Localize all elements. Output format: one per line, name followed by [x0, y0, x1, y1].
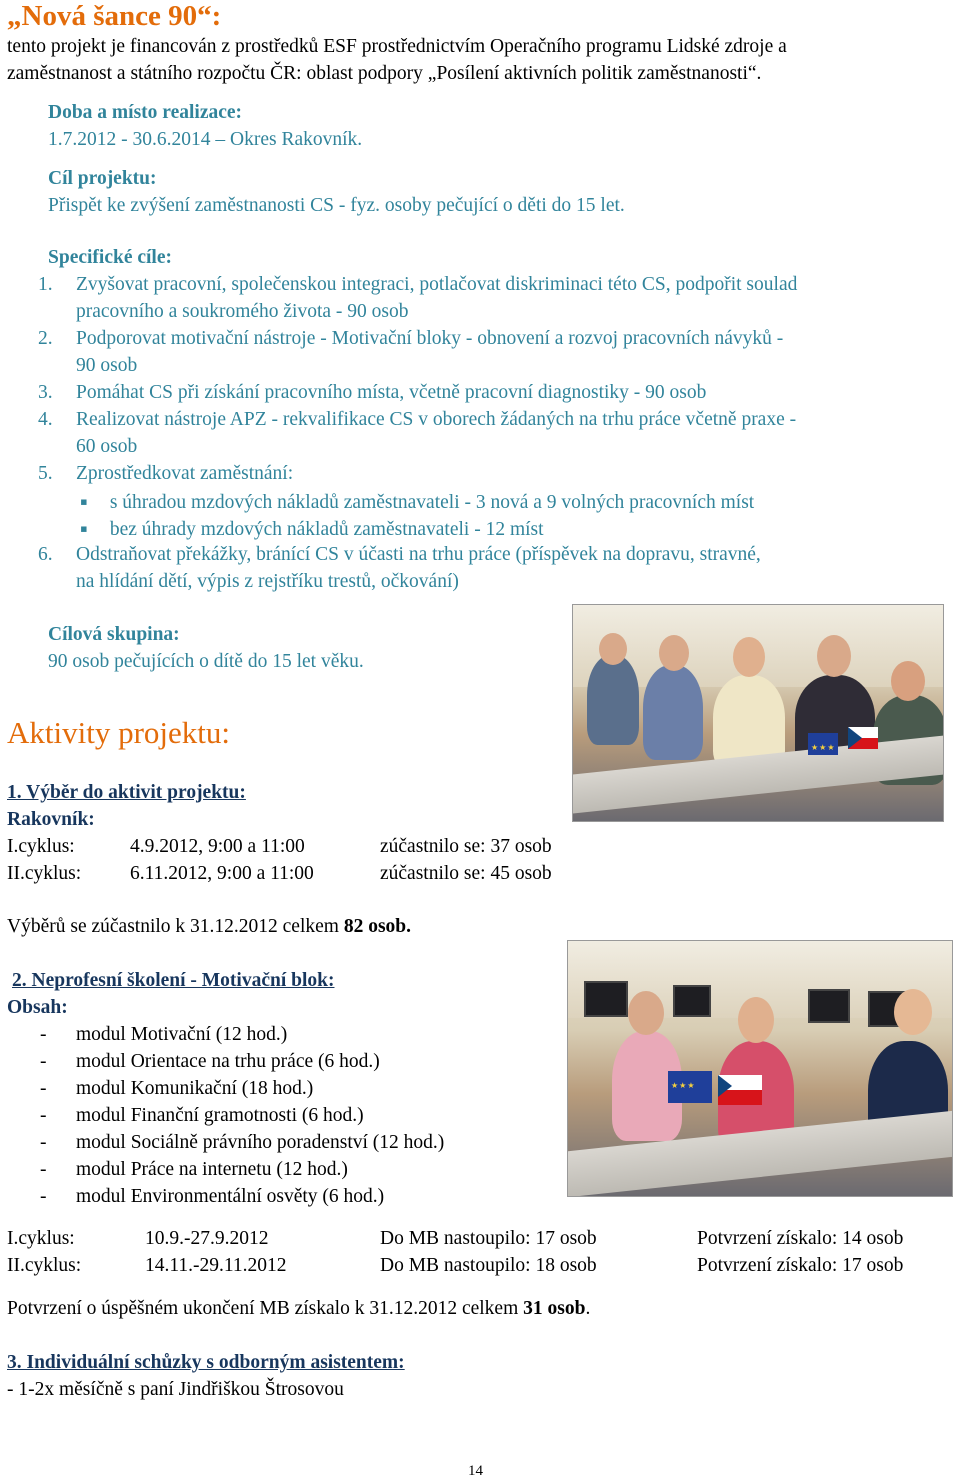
cilova-heading: Cílová skupina:: [48, 624, 180, 645]
vyber-heading: 1. Výběr do aktivit projektu:: [7, 782, 246, 803]
module-item: modul Sociálně právního poradenství (12 hod.): [76, 1132, 445, 1153]
goal-5-bullet-1: [80, 488, 754, 517]
goal-1-num: 1.: [38, 274, 53, 295]
czech-flag-icon: [718, 1075, 762, 1105]
skoleni-obsah: Obsah:: [7, 997, 68, 1018]
goal-2-line-1: Podporovat motivační nástroje - Motivační bloky - obnovení a rozvoj pracovních návyků -: [76, 328, 784, 349]
vyber-place: Rakovník:: [7, 809, 95, 830]
goal-2-line-2: 90 osob: [76, 355, 138, 376]
goal-3-line-1: Pomáhat CS při získání pracovního místa, včetně pracovní diagnostiky - 90 osob: [76, 382, 707, 403]
vyber-summary-count: 82 osob.: [343, 916, 412, 937]
vyber-row-1-cyklus: I.cyklus:: [7, 836, 75, 857]
goal-2-num: 2.: [38, 328, 53, 349]
skoleni-summary-text: Potvrzení o úspěšném ukončení MB získalo k 31.12.2012 celkem: [7, 1298, 519, 1319]
czech-flag-icon: [848, 727, 878, 749]
skoleni-row-2-potvrzeni: Potvrzení získalo: 17 osob: [697, 1255, 904, 1276]
photo-head: [659, 635, 689, 671]
monitor-icon: [584, 981, 628, 1017]
photo-head: [599, 633, 627, 665]
skoleni-row-1-potvrzeni: Potvrzení získalo: 14 osob: [697, 1228, 904, 1249]
module-dash: -: [40, 1024, 47, 1045]
vyber-row-2-date: 6.11.2012, 9:00 a 11:00: [130, 863, 314, 884]
skoleni-row-2-nastoupilo: Do MB nastoupilo: 18 osob: [380, 1255, 597, 1276]
skoleni-summary-end: .: [585, 1298, 591, 1319]
goal-6-line-1: Odstraňovat překážky, bránící CS v účasti na trhu práce (příspěvek na dopravu, stravné,: [76, 544, 761, 565]
eu-flag-icon: [668, 1071, 712, 1103]
bullet-text: s úhradou mzdových nákladů zaměstnavateli - 3 nová a 9 volných pracovních míst: [109, 492, 755, 513]
cilova-value: 90 osob pečujících o dítě do 15 let věku.: [48, 651, 364, 672]
intro-line-2: zaměstnanost a státního rozpočtu ČR: oblast podpory „Posílení aktivních politik zaměstnanosti“.: [7, 63, 762, 84]
vyber-summary-text: Výběrů se zúčastnilo k 31.12.2012 celkem: [7, 916, 339, 937]
aktivity-heading: Aktivity projektu:: [7, 715, 231, 750]
skoleni-row-1-date: 10.9.-27.9.2012: [145, 1228, 269, 1249]
vyber-row-2-info: zúčastnilo se: 45 osob: [380, 863, 552, 884]
photo-head: [738, 997, 774, 1043]
skoleni-heading: 2. Neprofesní školení - Motivační blok:: [12, 970, 335, 991]
goal-1-line-2: pracovního a soukromého života - 90 osob: [76, 301, 409, 322]
goal-6-line-2: na hlídání dětí, výpis z rejstříku trestů, očkování): [76, 571, 459, 592]
goal-5-num: 5.: [38, 463, 53, 484]
photo-head: [628, 991, 664, 1035]
goal-6-num: 6.: [38, 544, 53, 565]
skoleni-summary-count: 31 osob: [523, 1298, 586, 1319]
skoleni-summary: [7, 1296, 590, 1323]
page-title: „Nová šance 90“:: [7, 0, 222, 32]
individualni-value: - 1-2x měsíčně s paní Jindřiškou Štrosovou: [7, 1379, 344, 1400]
doba-heading: Doba a místo realizace:: [48, 102, 243, 123]
module-dash: -: [40, 1078, 47, 1099]
photo-head: [891, 661, 925, 701]
photo-person: [643, 665, 703, 760]
module-item: modul Motivační (12 hod.): [76, 1024, 288, 1045]
specificke-heading: Specifické cíle:: [48, 247, 172, 268]
intro-line-1: tento projekt je financován z prostředků ESF prostřednictvím Operačního programu Lidské zdroje a: [7, 36, 787, 57]
photo-head: [733, 637, 765, 677]
module-dash: -: [40, 1186, 47, 1207]
vyber-summary: [7, 914, 411, 941]
module-item: modul Orientace na trhu práce (6 hod.): [76, 1051, 380, 1072]
individualni-heading: 3. Individuální schůzky s odborným asistentem:: [7, 1352, 405, 1373]
goal-5-line-1: Zprostředkovat zaměstnání:: [76, 463, 294, 484]
photo-head: [894, 989, 932, 1035]
vyber-row-1-info: zúčastnilo se: 37 osob: [380, 836, 552, 857]
cil-heading: Cíl projektu:: [48, 168, 157, 189]
eu-flag-icon: [808, 733, 838, 755]
page-number: 14: [468, 1463, 483, 1479]
skoleni-row-1-cyklus: I.cyklus:: [7, 1228, 75, 1249]
module-dash: -: [40, 1105, 47, 1126]
goal-3-num: 3.: [38, 382, 53, 403]
classroom-photo-1: [572, 604, 944, 822]
bullet-text: bez úhrady mzdových nákladů zaměstnavateli - 12 míst: [109, 519, 544, 540]
module-item: modul Environmentální osvěty (6 hod.): [76, 1186, 385, 1207]
skoleni-row-2-date: 14.11.-29.11.2012: [145, 1255, 287, 1276]
skoleni-row-1-nastoupilo: Do MB nastoupilo: 17 osob: [380, 1228, 597, 1249]
classroom-photo-2: [567, 940, 953, 1197]
skoleni-row-2-cyklus: II.cyklus:: [7, 1255, 82, 1276]
goal-1-line-1: Zvyšovat pracovní, společenskou integraci, potlačovat diskriminaci této CS, podpořit soulad: [76, 274, 798, 295]
monitor-icon: [808, 989, 850, 1023]
goal-4-line-2: 60 osob: [76, 436, 138, 457]
module-item: modul Komunikační (18 hod.): [76, 1078, 314, 1099]
monitor-icon: [673, 985, 711, 1017]
doba-value: 1.7.2012 - 30.6.2014 – Okres Rakovník.: [48, 129, 363, 150]
vyber-row-2-cyklus: II.cyklus:: [7, 863, 82, 884]
goal-4-line-1: Realizovat nástroje APZ - rekvalifikace CS v oborech žádaných na trhu práce včetně praxe -: [76, 409, 797, 430]
vyber-row-1-date: 4.9.2012, 9:00 a 11:00: [130, 836, 305, 857]
module-item: modul Práce na internetu (12 hod.): [76, 1159, 348, 1180]
photo-person: [587, 655, 639, 745]
module-dash: -: [40, 1132, 47, 1153]
module-dash: -: [40, 1051, 47, 1072]
module-dash: -: [40, 1159, 47, 1180]
goal-4-num: 4.: [38, 409, 53, 430]
photo-head: [817, 635, 851, 677]
cil-value: Přispět ke zvýšení zaměstnanosti CS - fyz. osoby pečující o děti do 15 let.: [48, 195, 625, 216]
module-item: modul Finanční gramotnosti (6 hod.): [76, 1105, 364, 1126]
goal-5-bullet-2: [80, 515, 544, 544]
